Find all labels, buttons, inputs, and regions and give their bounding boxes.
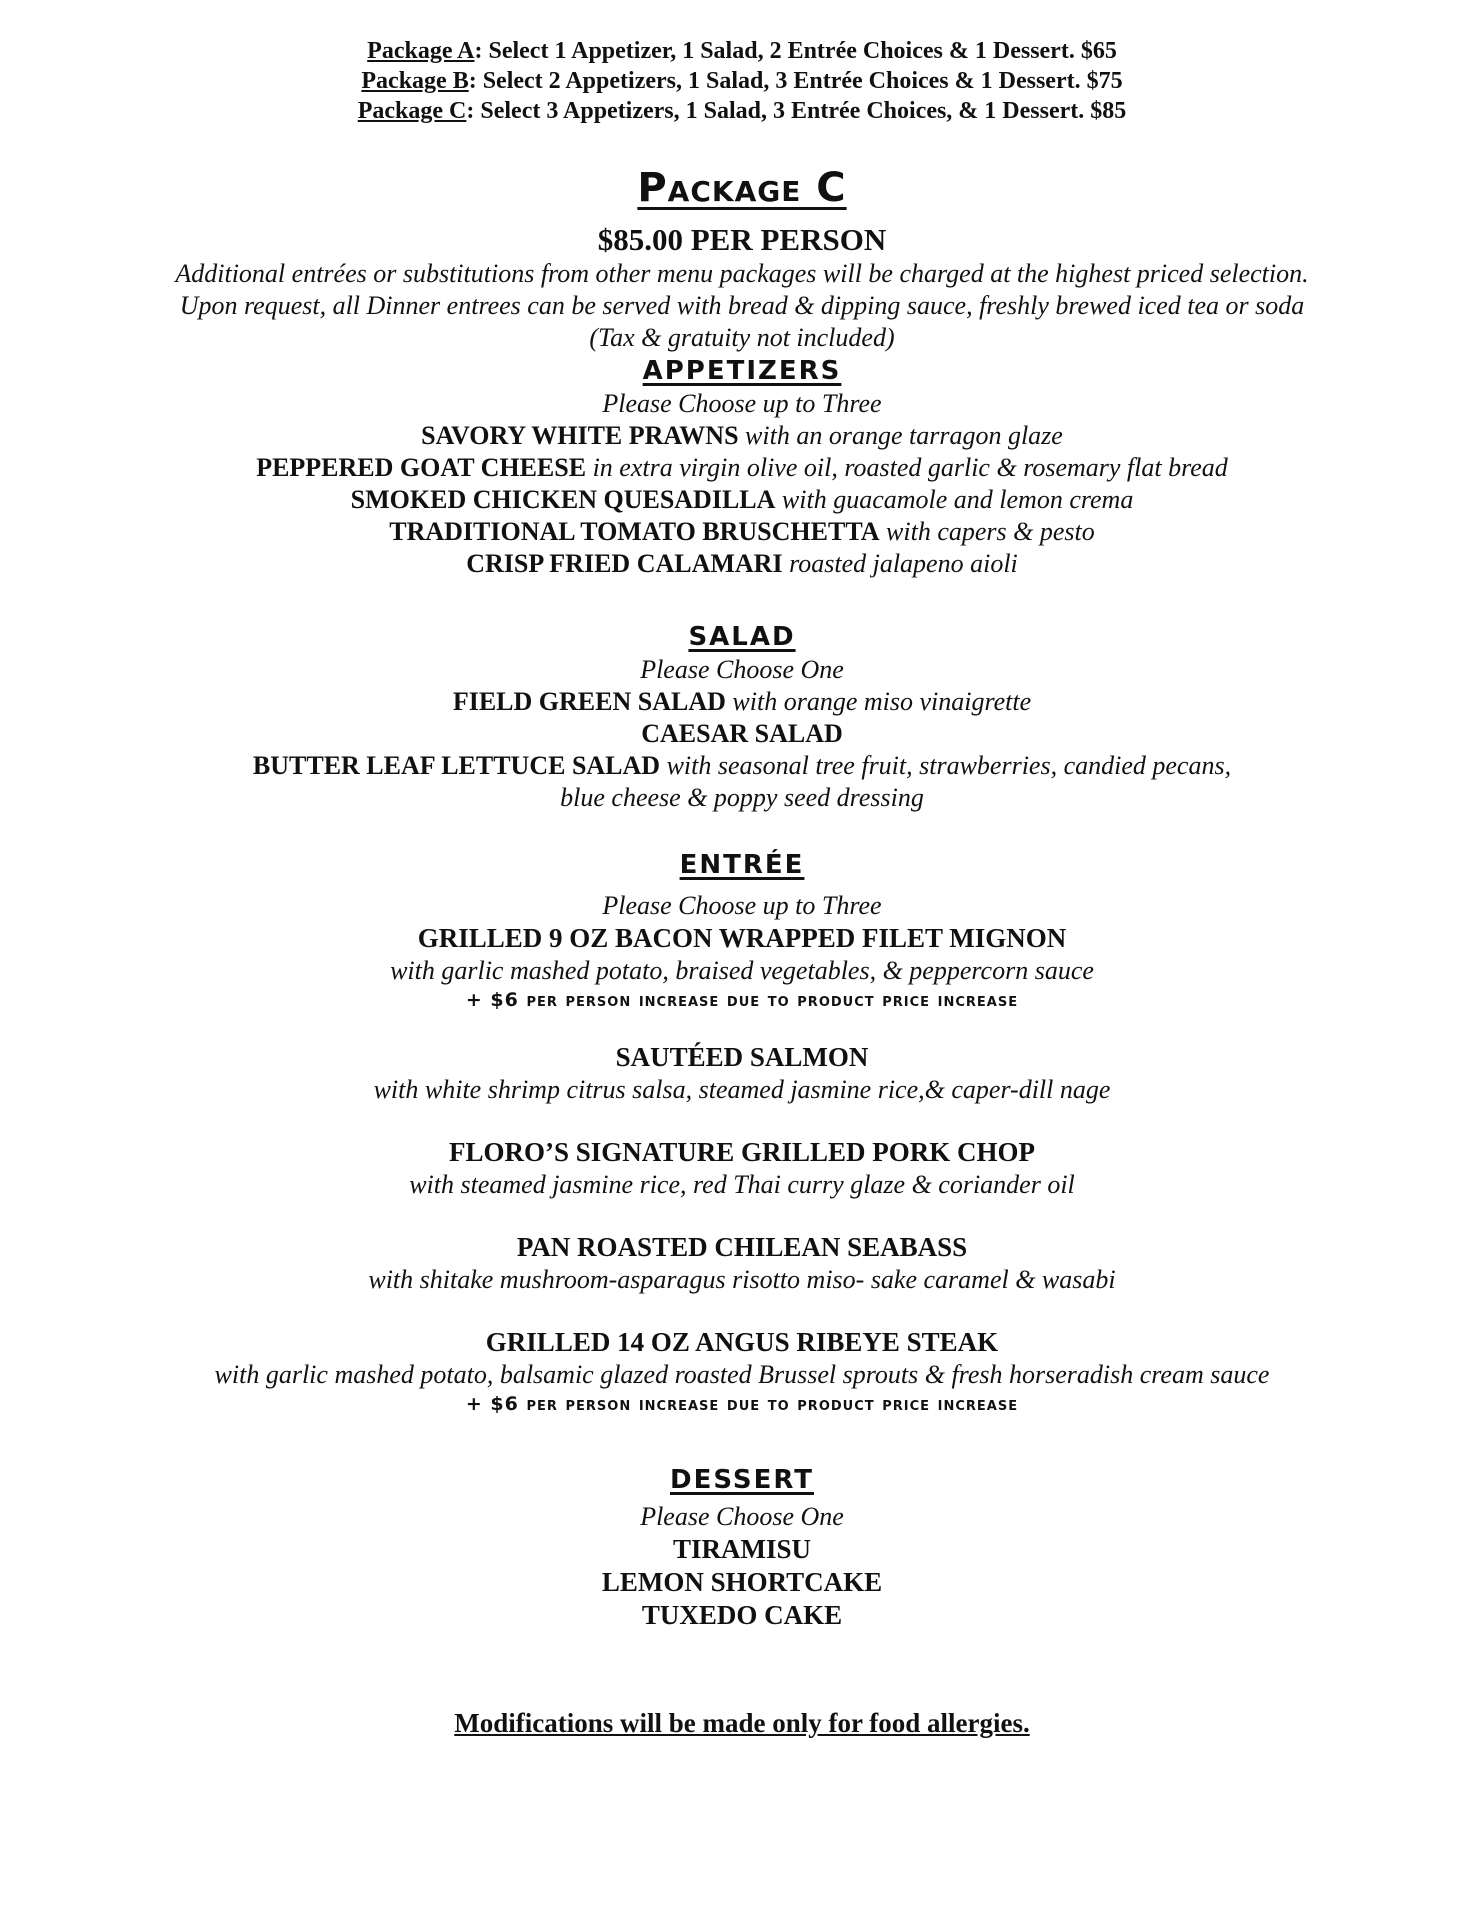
item-name: TRADITIONAL TOMATO BRUSCHETTA bbox=[389, 517, 880, 546]
menu-item bbox=[0, 686, 1484, 718]
appetizers-section bbox=[0, 354, 1484, 580]
appetizers-instruction: Please Choose up to Three bbox=[602, 389, 882, 418]
appetizers-heading: APPETIZERS bbox=[642, 356, 842, 386]
item-description-continued bbox=[0, 782, 1484, 814]
package-line-a bbox=[0, 36, 1484, 66]
item-description: with shitake mushroom-asparagus risotto miso- sake caramel & wasabi bbox=[368, 1265, 1116, 1294]
item-name: GRILLED 14 OZ ANGUS RIBEYE STEAK bbox=[485, 1327, 999, 1357]
package-text: : Select 3 Appetizers, 1 Salad, 3 Entrée Choices, & 1 Dessert. $85 bbox=[466, 98, 1127, 124]
dessert-item: TIRAMISU bbox=[672, 1534, 812, 1564]
salad-section bbox=[0, 620, 1484, 814]
item-name: CAESAR SALAD bbox=[641, 719, 843, 748]
note-line: (Tax & gratuity not included) bbox=[589, 323, 895, 352]
entree-item bbox=[0, 1136, 1484, 1201]
package-list bbox=[0, 36, 1484, 126]
price-per-person: $85.00 PER PERSON bbox=[597, 222, 887, 257]
item-description: roasted jalapeno aioli bbox=[782, 549, 1018, 578]
item-name: FLORO’S SIGNATURE GRILLED PORK CHOP bbox=[448, 1137, 1036, 1167]
item-description: with garlic mashed potato, balsamic glazed roasted Brussel sprouts & fresh horseradish cream sauce bbox=[214, 1360, 1270, 1389]
package-line-b bbox=[0, 66, 1484, 96]
menu-item bbox=[0, 750, 1484, 782]
surcharge-note: + $6 per person increase due to product price increase bbox=[465, 989, 1019, 1011]
item-name: BUTTER LEAF LETTUCE SALAD bbox=[252, 751, 661, 780]
entree-section bbox=[0, 848, 1484, 1417]
item-name: SAUTÉED SALMON bbox=[615, 1042, 869, 1072]
surcharge-note: + $6 per person increase due to product price increase bbox=[465, 1393, 1019, 1415]
item-name: FIELD GREEN SALAD bbox=[452, 687, 726, 716]
package-name: Package B bbox=[361, 68, 469, 94]
item-description: with seasonal tree fruit, strawberries, candied pecans, bbox=[660, 751, 1232, 780]
menu-item bbox=[0, 452, 1484, 484]
entree-item bbox=[0, 1326, 1484, 1417]
page-title: Package C bbox=[637, 165, 847, 211]
entree-heading: ENTRÉE bbox=[679, 850, 805, 880]
entree-instruction: Please Choose up to Three bbox=[602, 891, 882, 920]
item-name: GRILLED 9 OZ BACON WRAPPED FILET MIGNON bbox=[417, 923, 1067, 953]
dessert-heading: DESSERT bbox=[670, 1465, 814, 1495]
item-name: CRISP FRIED CALAMARI bbox=[466, 549, 783, 578]
item-description: with capers & pesto bbox=[879, 517, 1095, 546]
menu-item bbox=[0, 548, 1484, 580]
item-description: with guacamole and lemon crema bbox=[775, 485, 1134, 514]
item-name: PAN ROASTED CHILEAN SEABASS bbox=[516, 1232, 968, 1262]
item-description: with garlic mashed potato, braised vegetables, & peppercorn sauce bbox=[390, 956, 1094, 985]
item-name: SAVORY WHITE PRAWNS bbox=[421, 421, 739, 450]
item-description: blue cheese & poppy seed dressing bbox=[560, 783, 924, 812]
dessert-instruction: Please Choose One bbox=[640, 1502, 844, 1531]
entree-item bbox=[0, 1041, 1484, 1106]
package-text: : Select 2 Appetizers, 1 Salad, 3 Entrée Choices & 1 Dessert. $75 bbox=[468, 68, 1123, 94]
menu-item bbox=[0, 420, 1484, 452]
menu-item bbox=[0, 484, 1484, 516]
item-name: SMOKED CHICKEN QUESADILLA bbox=[350, 485, 776, 514]
package-line-c bbox=[0, 96, 1484, 126]
package-name: Package A bbox=[367, 38, 475, 64]
dessert-item: TUXEDO CAKE bbox=[641, 1600, 843, 1630]
item-description: with orange miso vinaigrette bbox=[725, 687, 1032, 716]
salad-instruction: Please Choose One bbox=[640, 655, 844, 684]
item-description: with steamed jasmine rice, red Thai curry glaze & coriander oil bbox=[409, 1170, 1075, 1199]
dessert-section bbox=[0, 1463, 1484, 1632]
item-description: in extra virgin olive oil, roasted garlic & rosemary flat bread bbox=[586, 453, 1228, 482]
package-name: Package C bbox=[357, 98, 467, 124]
allergy-footer-note: Modifications will be made only for food allergies. bbox=[454, 1708, 1030, 1738]
package-text: : Select 1 Appetizer, 1 Salad, 2 Entrée Choices & 1 Dessert. $65 bbox=[474, 38, 1117, 64]
notes bbox=[0, 258, 1484, 354]
entree-item bbox=[0, 922, 1484, 1013]
item-description: with white shrimp citrus salsa, steamed jasmine rice,& caper-dill nage bbox=[373, 1075, 1111, 1104]
salad-heading: SALAD bbox=[688, 622, 796, 652]
note-line: Additional entrées or substitutions from other menu packages will be charged at the highest priced selection. bbox=[175, 259, 1309, 288]
menu-item bbox=[0, 516, 1484, 548]
menu-item bbox=[0, 718, 1484, 750]
item-description: with an orange tarragon glaze bbox=[738, 421, 1063, 450]
entree-item bbox=[0, 1231, 1484, 1296]
item-name: PEPPERED GOAT CHEESE bbox=[256, 453, 587, 482]
note-line: Upon request, all Dinner entrees can be served with bread & dipping sauce, freshly brewed iced tea or soda bbox=[179, 291, 1305, 320]
dessert-item: LEMON SHORTCAKE bbox=[601, 1567, 883, 1597]
